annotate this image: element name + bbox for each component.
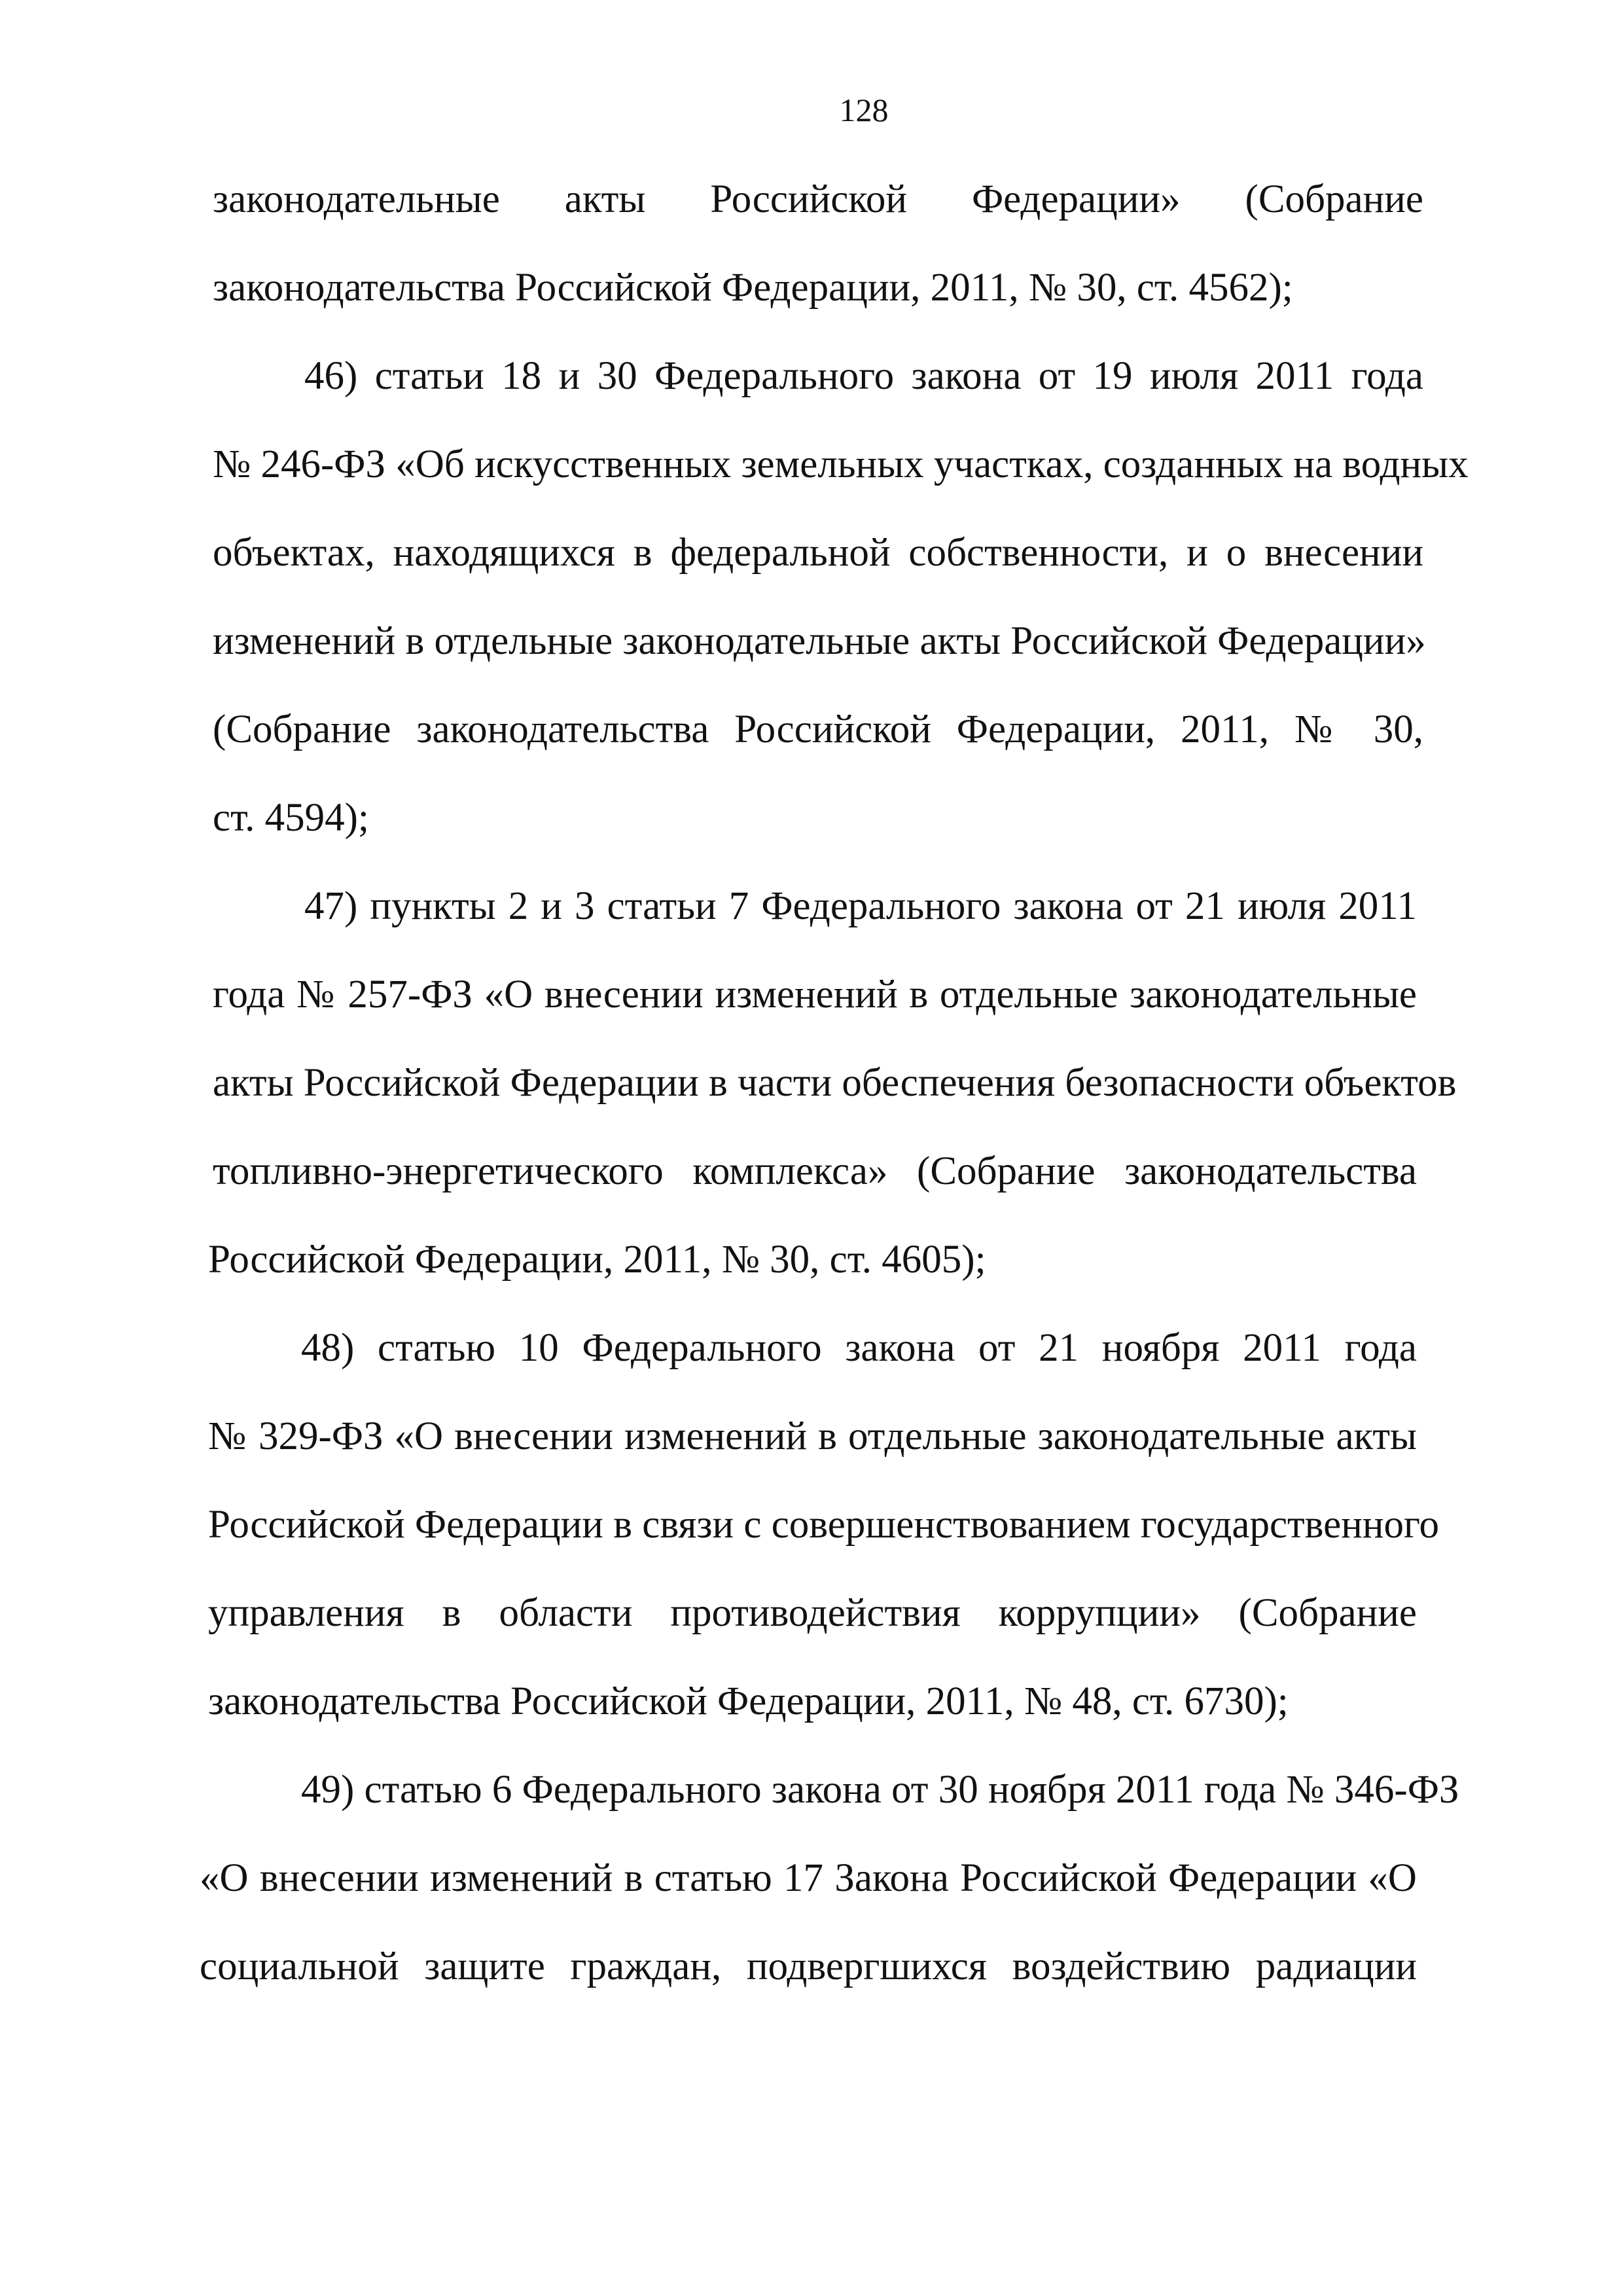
- text-line: (Собрание законодательства Российской Федерации, 2011, № 30,: [213, 708, 1423, 751]
- text-line: Российской Федерации, 2011, № 30, ст. 4605);: [208, 1238, 986, 1282]
- text-line: акты Российской Федерации в части обеспечения безопасности объектов: [213, 1061, 1457, 1105]
- text-line: № 246-ФЗ «Об искусственных земельных участках, созданных на водных: [213, 442, 1469, 486]
- text-line: законодательные акты Российской Федерации» (Собрание: [213, 177, 1423, 221]
- text-line: года № 257-ФЗ «О внесении изменений в отдельные законодательные: [213, 973, 1417, 1016]
- text-line: «О внесении изменений в статью 17 Закона Российской Федерации «О: [200, 1856, 1417, 1900]
- text-line: Российской Федерации в связи с совершенствованием государственного: [208, 1503, 1439, 1547]
- text-line: 49) статью 6 Федерального закона от 30 ноября 2011 года № 346-ФЗ: [301, 1768, 1459, 1812]
- text-line: объектах, находящихся в федеральной собственности, и о внесении: [213, 531, 1423, 575]
- text-line: 47) пункты 2 и 3 статьи 7 Федерального закона от 21 июля 2011: [304, 884, 1417, 928]
- text-line: топливно-энергетического комплекса» (Собрание законодательства: [213, 1149, 1417, 1193]
- text-line: 48) статью 10 Федерального закона от 21 ноября 2011 года: [301, 1326, 1417, 1370]
- text-line: № 329-ФЗ «О внесении изменений в отдельные законодательные акты: [208, 1414, 1417, 1458]
- text-line: законодательства Российской Федерации, 2011, № 48, ст. 6730);: [208, 1679, 1289, 1723]
- text-line: ст. 4594);: [213, 796, 369, 840]
- text-line: законодательства Российской Федерации, 2011, № 30, ст. 4562);: [213, 266, 1293, 310]
- text-line: изменений в отдельные законодательные акты Российской Федерации»: [213, 619, 1426, 663]
- text-line: управления в области противодействия коррупции» (Собрание: [208, 1591, 1417, 1635]
- page-number: 128: [839, 92, 889, 128]
- text-line: 46) статьи 18 и 30 Федерального закона от 19 июля 2011 года: [304, 354, 1423, 398]
- text-line: социальной защите граждан, подвергшихся воздействию радиации: [200, 1945, 1417, 1988]
